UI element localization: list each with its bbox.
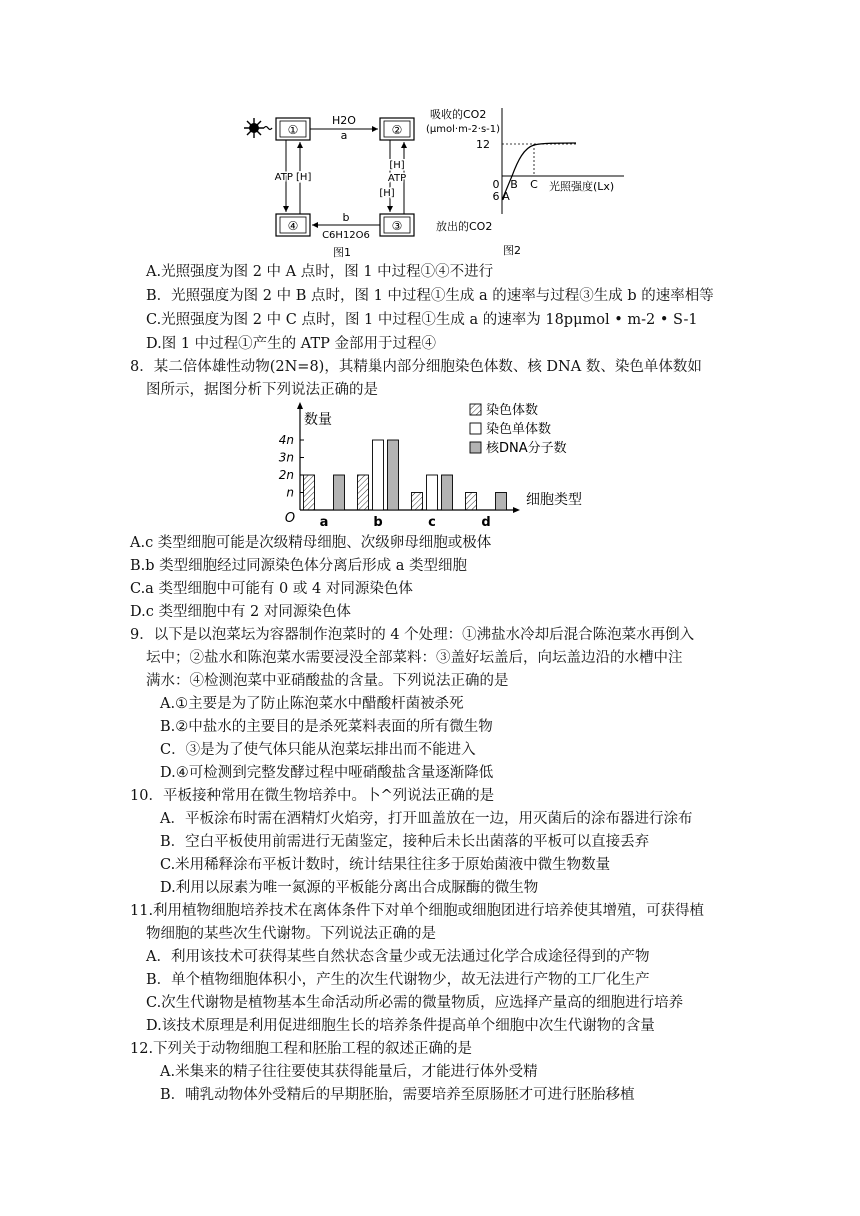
chart-category-label: a	[319, 515, 329, 530]
legend-swatch-2	[470, 442, 481, 453]
chart-bar-a-series-0	[304, 475, 315, 510]
figure-2-caption: 图2	[503, 244, 521, 257]
chart-category-label: d	[481, 515, 491, 530]
box-2: ②	[391, 123, 403, 137]
q8-option-c: C.a 类型细胞中可能有 0 或 4 对同源染色体	[130, 581, 413, 597]
fig2-xlabel: 光照强度(Lx)	[549, 180, 615, 193]
fig2-ylabel-unit: (μmol·m-2·s-1)	[426, 124, 501, 135]
q9-option-d: D.④可检测到完整发酵过程中哑硝酸盐含量逐渐降低	[160, 765, 494, 781]
right-label-lower: [H]	[379, 188, 395, 199]
q7-option-d: D.图 1 中过程①产生的 ATP 金部用于过程④	[146, 336, 436, 352]
q9-option-b: B.②中盐水的主要目的是杀死菜料表面的所有微生物	[160, 719, 493, 735]
fig2-origin: 0	[492, 178, 500, 191]
chart-origin: O	[284, 511, 296, 526]
q12-option-a: A.米集来的精子往往要使其获得能量后，才能进行体外受精	[160, 1064, 538, 1080]
q12-option-b: B．哺乳动物体外受精后的早期胚胎，需要培养至原肠胚才可进行胚胎移植	[160, 1087, 635, 1103]
chart-category-label: b	[373, 515, 383, 530]
q7-option-b: B．光照强度为图 2 中 B 点时，图 1 中过程①生成 a 的速率与过程③生成 b 的速率相等	[146, 288, 714, 304]
fig2-point-c: C	[530, 178, 538, 191]
legend-label-0: 染色体数	[486, 403, 539, 418]
chart-y-tick-label: n	[286, 485, 294, 500]
fig2-point-a: A	[502, 190, 510, 203]
chart-bar-c-series-1	[427, 475, 438, 510]
legend-label-2: 核DNA分子数	[486, 441, 567, 456]
legend-swatch-1	[470, 423, 481, 434]
q9-option-a: A.①主要是为了防止陈泡菜水中醋酸杆菌被杀死	[160, 696, 464, 712]
q11-option-a: A．利用该技术可获得某些自然状态含量少或无法通过化学合成途径得到的产物	[146, 949, 650, 965]
box-4: ④	[287, 219, 299, 233]
sun-icon	[244, 118, 272, 138]
q11-option-d: D.该技术原理是利用促进细胞生长的培养条件提高单个细胞中次生代谢物的含量	[146, 1018, 655, 1034]
chart-bar-a-series-2	[334, 475, 345, 510]
q9-stem-line-1: 9．以下是以泡菜坛为容器制作泡菜时的 4 个处理：①沸盐水冷却后混合陈泡菜水再倒入	[130, 627, 695, 643]
q11-stem-line-2: 物细胞的某些次生代谢物。下列说法正确的是	[146, 926, 436, 942]
q7-option-c: C.光照强度为图 2 中 C 点时，图 1 中过程①生成 a 的速率为 18pμmol • m-2 • S-1	[146, 312, 698, 328]
right-label-upper: [H]	[389, 160, 405, 171]
box-3: ③	[391, 219, 403, 233]
fig2-ylabel-top: 吸收的CO2	[430, 108, 487, 121]
fig2-ylabel-bottom: 放出的CO2	[436, 220, 493, 233]
q11-option-b: B．单个植物细胞体积小，产生的次生代谢物少，故无法进行产物的工厂化生产	[146, 972, 650, 988]
chart-bar-d-series-0	[466, 493, 477, 511]
q8-stem-line-2: 图所示，据图分析下列说法正确的是	[146, 382, 378, 398]
figure-1-caption: 图1	[333, 246, 351, 259]
q10-option-b: B．空白平板使用前需进行无菌鉴定，接种后未长出菌落的平板可以直接丢弃	[160, 834, 650, 850]
q8-option-b: B.b 类型细胞经过同源染色体分离后形成 a 类型细胞	[130, 558, 468, 574]
q8-bar-chart	[274, 396, 598, 530]
q7-option-a: A.光照强度为图 2 中 A 点时，图 1 中过程①④不进行	[146, 264, 494, 280]
chart-bar-c-series-2	[442, 475, 453, 510]
chart-ylabel: 数量	[304, 412, 332, 428]
legend-swatch-0	[470, 404, 481, 415]
fig2-point-b: B	[510, 178, 518, 191]
left-label: ATP [H]	[274, 172, 312, 183]
chart-bar-b-series-2	[388, 440, 399, 510]
right-label-atp: ATP	[387, 173, 407, 184]
chart-y-tick-label: 3n	[278, 450, 294, 465]
figure-2	[418, 104, 638, 260]
fig2-tick-6: 6	[492, 190, 500, 203]
top-label: H2O	[332, 114, 356, 127]
q8-option-a: A.c 类型细胞可能是次级精母细胞、次级卵母细胞或极体	[130, 535, 492, 551]
chart-bar-c-series-0	[412, 493, 423, 511]
chart-y-tick-label: 2n	[278, 468, 294, 482]
q11-option-c: C.次生代谢物是植物基本生命活动所必需的微量物质，应选择产量高的细胞进行培养	[146, 995, 684, 1011]
q10-option-c: C.米用稀释涂布平板计数时，统计结果往往多于原始菌液中微生物数量	[160, 857, 611, 873]
q8-stem-line-1: 8．某二倍体雄性动物(2N=8)，其精巢内部分细胞染色体数、核 DNA 数、染色单体数如	[130, 359, 702, 375]
chart-y-tick-label: 4n	[278, 433, 294, 447]
q10-option-a: A．平板涂布时需在酒精灯火焰旁，打开皿盖放在一边，用灭菌后的涂布器进行涂布	[160, 811, 693, 827]
chart-bar-b-series-0	[358, 475, 369, 510]
q9-stem-line-2: 坛中；②盐水和陈泡菜水需要浸没全部菜料：③盖好坛盖后，向坛盖边沿的水槽中注	[146, 650, 683, 666]
bottom-label: C6H12O6	[322, 230, 370, 241]
chart-xlabel: 细胞类型	[526, 492, 582, 508]
top-arrow-label: a	[340, 129, 348, 142]
chart-category-label: c	[428, 515, 436, 530]
q9-option-c: C．③是为了使气体只能从泡菜坛排出而不能进入	[160, 742, 476, 758]
q9-stem-line-3: 满水：④检测泡菜中亚硝酸盐的含量。下列说法正确的是	[146, 673, 509, 689]
q10-stem: 10．平板接种常用在微生物培养中。卜^列说法正确的是	[130, 788, 495, 804]
chart-bar-b-series-1	[373, 440, 384, 510]
q10-option-d: D.利用以尿素为唯一氮源的平板能分离出合成脲酶的微生物	[160, 880, 539, 896]
fig2-tick-12: 12	[476, 138, 490, 151]
q12-stem: 12.下列关于动物细胞工程和胚胎工程的叙述正确的是	[130, 1041, 473, 1057]
chart-bar-d-series-2	[496, 493, 507, 511]
q11-stem-line-1: 11.利用植物细胞培养技术在离体条件下对单个细胞或细胞团进行培养使其增殖，可获得植	[130, 903, 705, 919]
figure-1	[236, 108, 436, 260]
bottom-arrow-label: b	[342, 211, 350, 224]
q8-option-d: D.c 类型细胞中有 2 对同源染色体	[130, 604, 351, 620]
box-1: ①	[287, 123, 299, 137]
legend-label-1: 染色单体数	[486, 422, 552, 437]
